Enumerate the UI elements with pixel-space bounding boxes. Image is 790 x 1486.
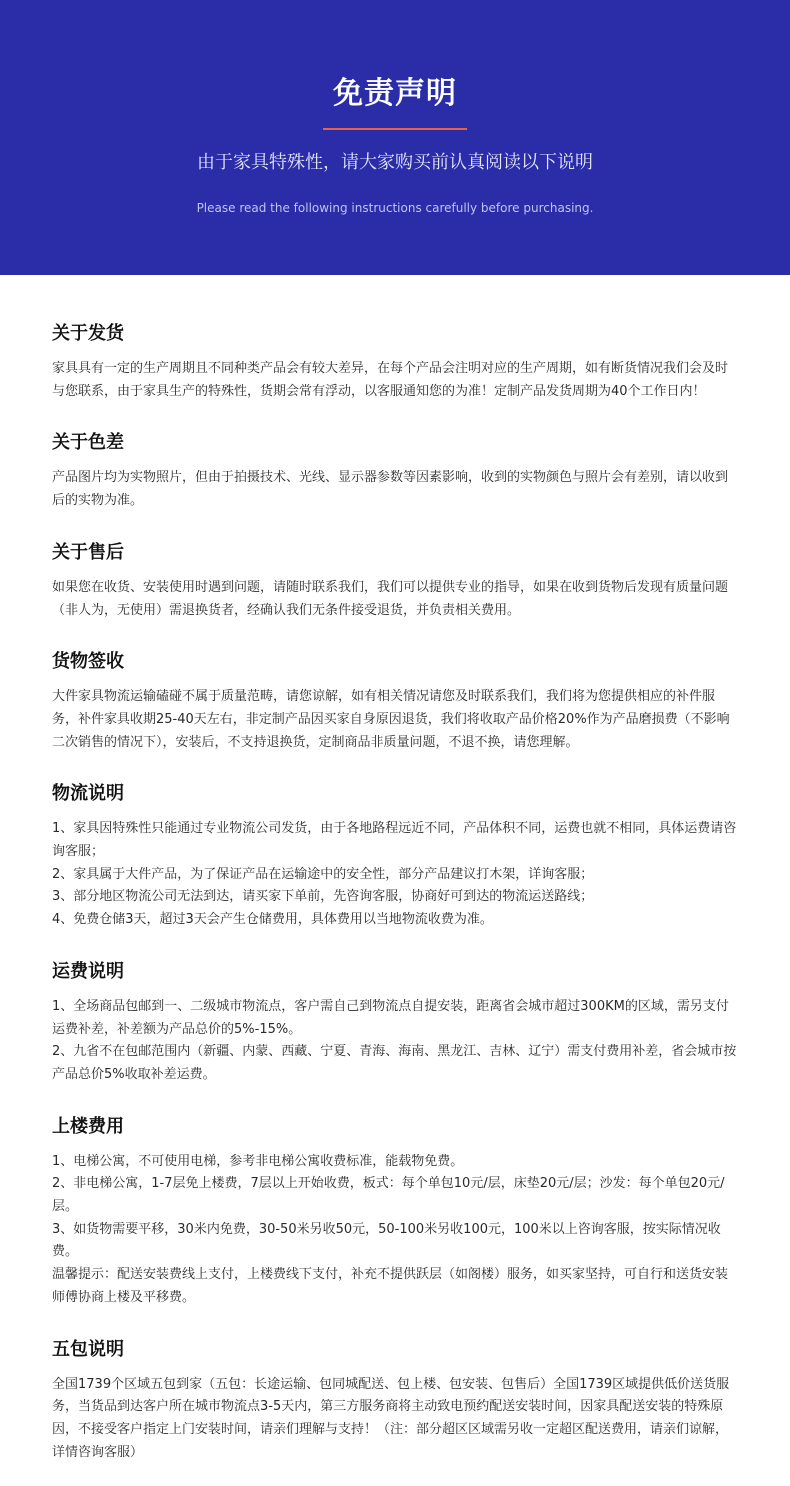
section-five-guarantees [52,1338,740,1465]
section-paragraph: 2、非电梯公寓，1-7层免上楼费，7层以上开始收费，板式：每个单包10元/层，床垫20元/层；沙发：每个单包20元/层。 [52,1176,725,1215]
section-paragraph: 2、九省不在包邮范围内（新疆、内蒙、西藏、宁夏、青海、海南、黑龙江、吉林、辽宁）需支付费用补差，省会城市按产品总价5%收取补差运费。 [52,1044,737,1082]
section-paragraph: 1、电梯公寓，不可使用电梯，参考非电梯公寓收费标准，能载物免费。 [52,1153,464,1169]
header-banner [0,0,790,275]
section-title: 关于售后 [52,541,124,563]
section-paragraph: 家具具有一定的生产周期且不同种类产品会有较大差异，在每个产品会注明对应的生产周期，如有断货情况我们会及时与您联系，由于家具生产的特殊性，货期会常有浮动，以客服通知您的为准！定制产品发货周期为40个工作日内！ [52,361,729,399]
section-goods-receipt [52,650,740,754]
subtitle-chinese: 由于家具特殊性，请大家购买前认真阅读以下说明 [197,152,593,173]
section-title: 物流说明 [52,783,124,805]
section-logistics [52,782,740,932]
section-paragraph: 2、家具属于大件产品，为了保证产品在运输途中的安全性，部分产品建议打木架，详询客服； [52,866,594,882]
section-paragraph: 产品图片均为实物照片，但由于拍摄技术、光线、显示器参数等因素影响，收到的实物颜色与照片会有差别，请以收到后的实物为准。 [52,470,729,509]
section-title: 货物签收 [52,651,124,673]
section-paragraph: 3、部分地区物流公司无法到达，请买家下单前，先咨询客服，协商好可到达的物流运送路线； [52,889,594,905]
title-divider [323,128,467,130]
section-after-sales [52,541,740,622]
section-title: 上楼费用 [52,1115,124,1137]
section-paragraph: 1、家具因特殊性只能通过专业物流公司发货，由于各地路程远近不同，产品体积不同，运费也就不相同，具体运费请咨询客服； [52,821,737,860]
section-shipping [52,322,740,403]
section-title: 运费说明 [52,960,124,982]
section-paragraph: 1、全场商品包邮到一、二级城市物流点，客户需自己到物流点自提安装，距离省会城市超过300KM的区域，需另支付运费补差，补差额为产品总价的5%-15%。 [52,998,729,1037]
page-title: 免责声明 [333,76,457,111]
section-paragraph: 4、免费仓储3天，超过3天会产生仓储费用，具体费用以当地物流收费为准。 [52,912,493,928]
section-paragraph: 温馨提示：配送安装费线上支付，上楼费线下支付，补充不提供跃层（如阁楼）服务，如买家坚持，可自行和送货安装师傅协商上楼及平移费。 [52,1267,729,1305]
section-paragraph: 全国1739个区域五包到家（五包：长途运输、包同城配送、包上楼、包安装、包售后）全国1739区域提供低价送货服务，当货品到达客户所在城市物流点3-5天内，第三方服务商将主动致电预约配送安装时间，因家具配送安装的特殊原因，不接受客户指定上门安装时间，请亲们理解与支持！（注：部分超区区域需另收一定超区配送费用，请亲们谅解，详情咨询客服） [52,1376,730,1460]
disclaimer-content [0,275,790,1464]
section-title: 关于色差 [52,432,124,454]
section-title: 五包说明 [52,1338,124,1360]
section-color-difference [52,431,740,512]
section-shipping-fee [52,960,740,1087]
section-paragraph: 大件家具物流运输磕碰不属于质量范畴，请您谅解，如有相关情况请您及时联系我们，我们将为您提供相应的补件服务，补件家具收期25-40天左右，非定制产品因买家自身原因退货，我们将收取产品价格20%作为产品磨损费（不影响二次销售的情况下），安装后，不支持退换货，定制商品非质量问题，不退不换，请您理解。 [52,689,730,750]
section-paragraph: 如果您在收货、安装使用时遇到问题，请随时联系我们，我们可以提供专业的指导，如果在收到货物后发现有质量问题（非人为，无使用）需退换货者，经确认我们无条件接受退货，并负责相关费用。 [52,579,729,618]
section-title: 关于发货 [52,323,124,344]
section-paragraph: 3、如货物需要平移，30米内免费，30-50米另收50元，50-100米另收100元，100米以上咨询客服，按实际情况收费。 [52,1221,721,1260]
section-upstairs-fee [52,1115,740,1310]
subtitle-english: Please read the following instructions carefully before purchasing. [196,201,594,215]
